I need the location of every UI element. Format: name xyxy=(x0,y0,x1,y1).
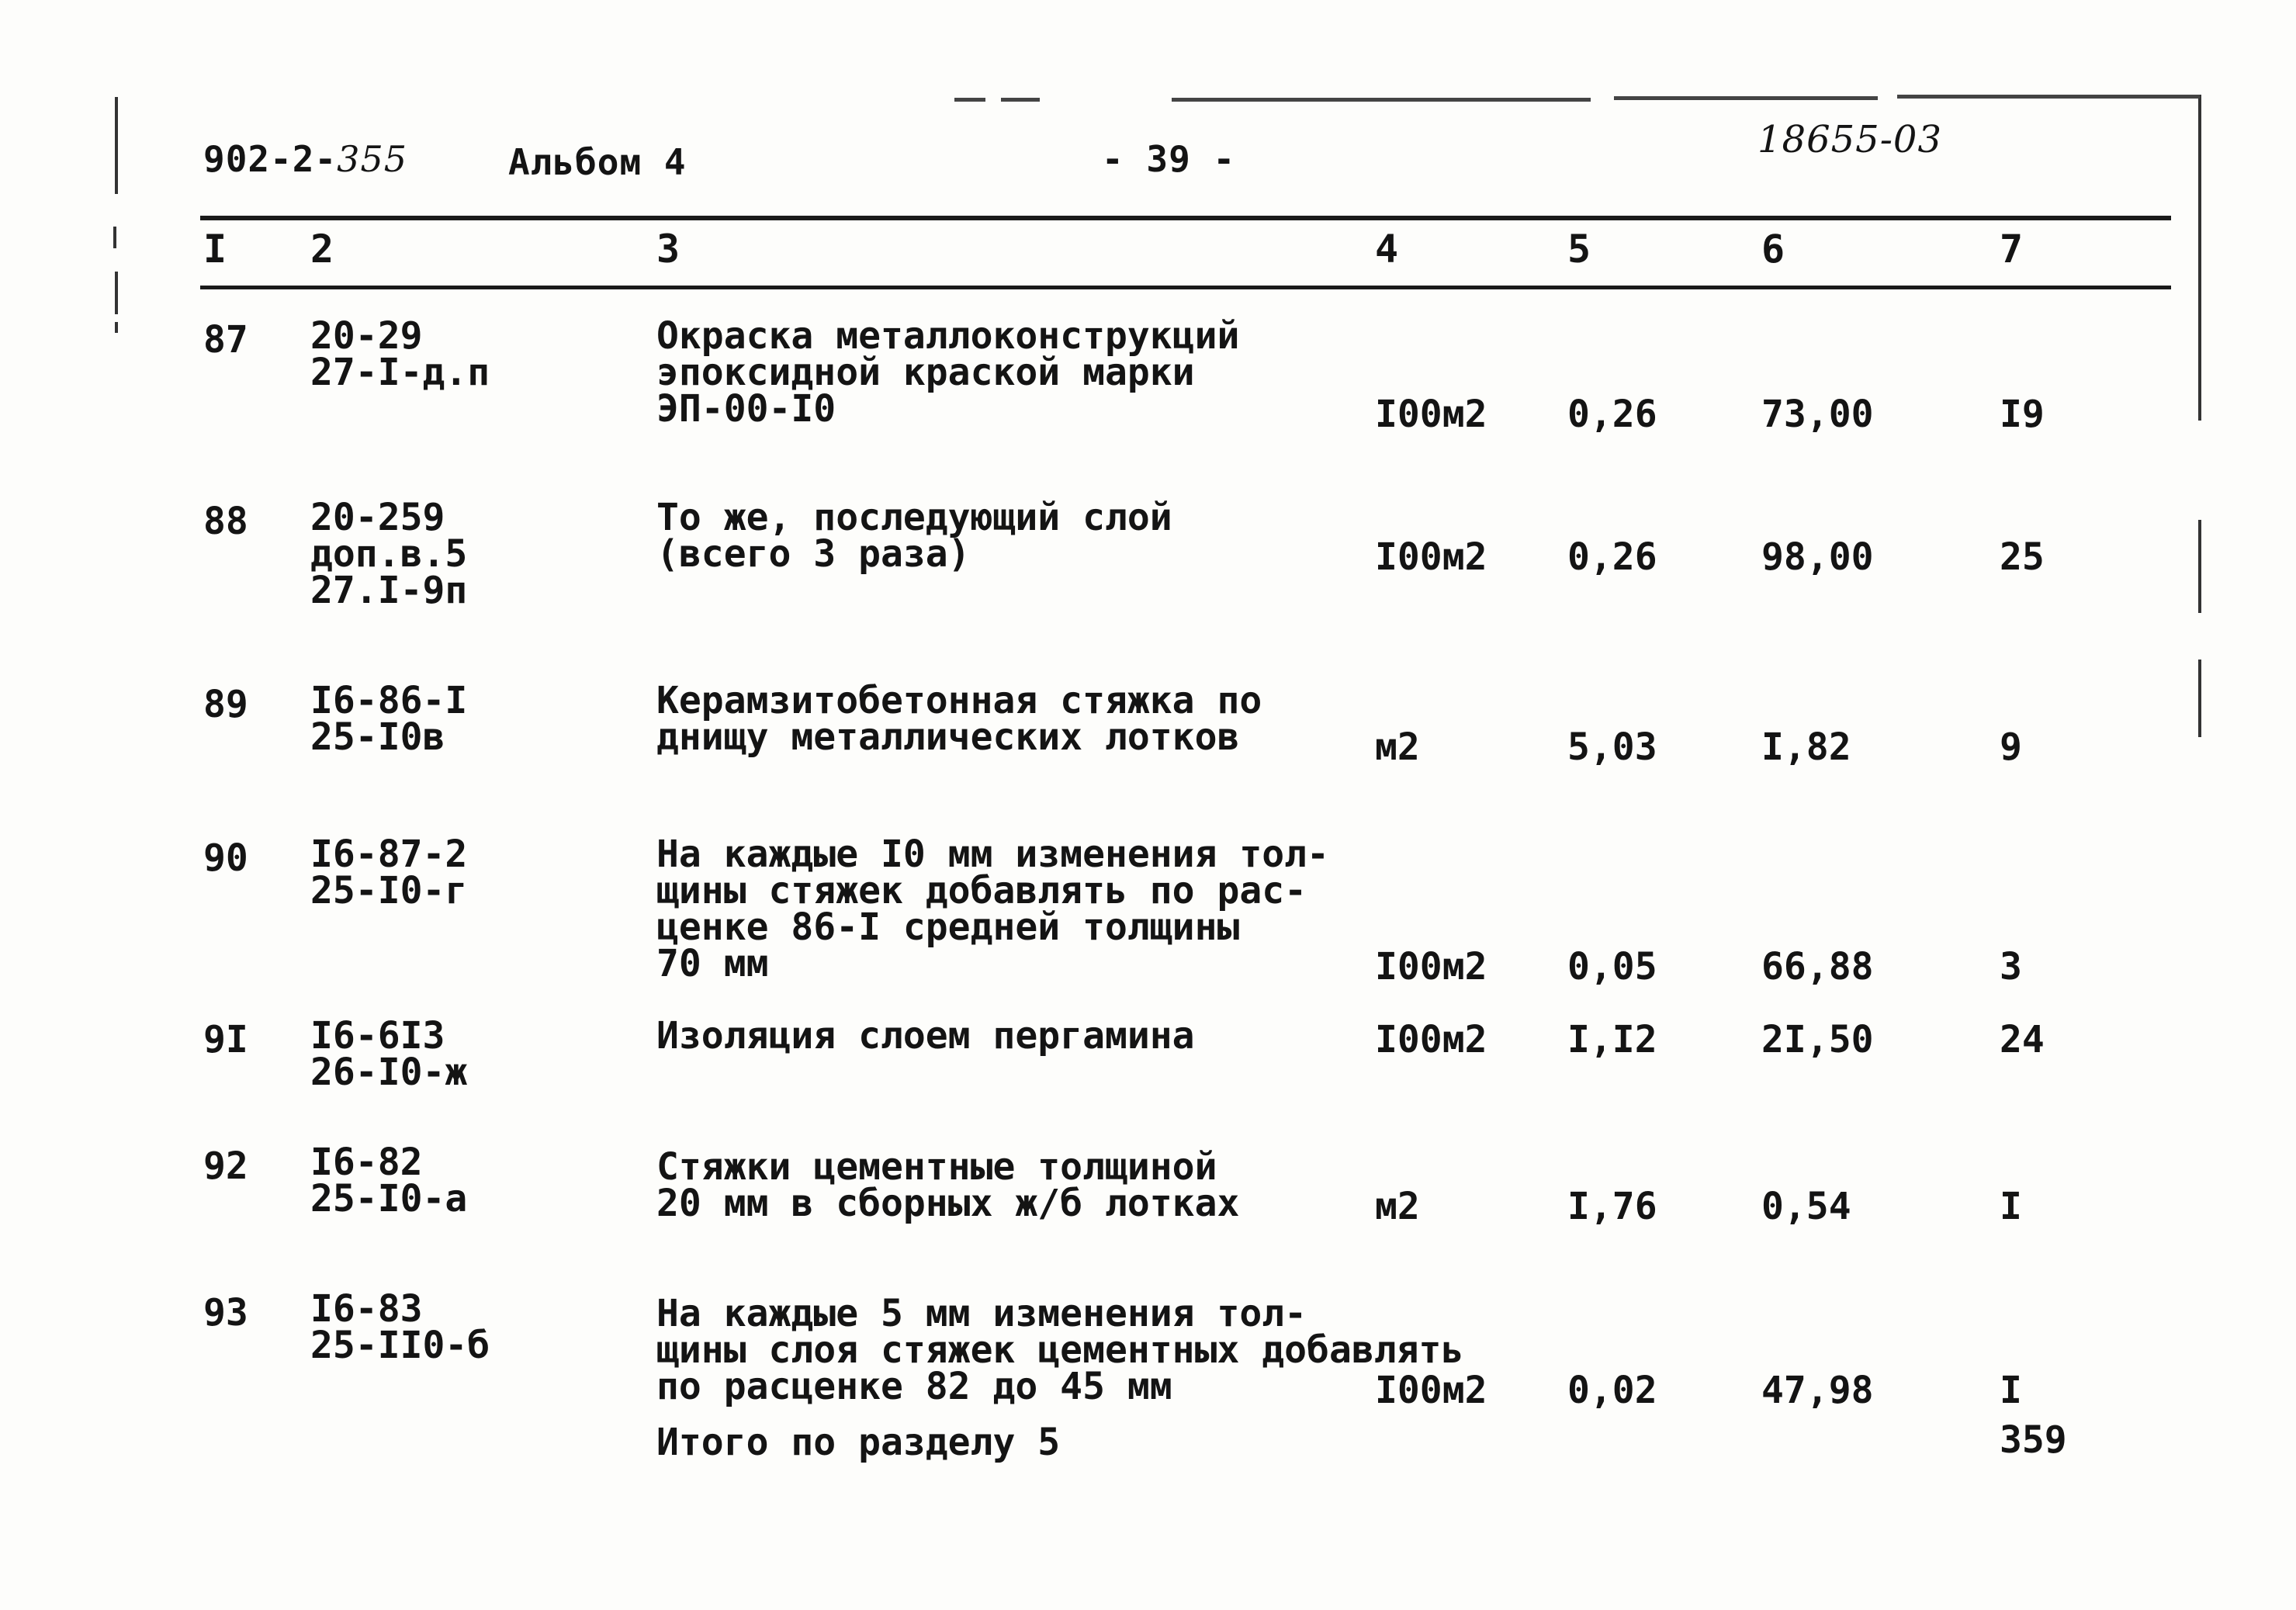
row-number: 88 xyxy=(203,500,248,543)
row-number: 87 xyxy=(203,318,248,362)
row-description-line: Керамзитобетонная стяжка по xyxy=(656,679,1262,722)
row-total: I xyxy=(2000,1185,2022,1228)
row-code-line: 20-29 xyxy=(310,314,423,358)
column-number-4: 4 xyxy=(1375,227,1399,272)
document-code xyxy=(203,138,407,180)
frame-right-edge xyxy=(2198,520,2201,613)
row-quantity: 5,03 xyxy=(1567,725,1657,769)
row-quantity: 0,26 xyxy=(1567,535,1657,579)
row-code-line: I6-82 xyxy=(310,1141,423,1184)
row-description-line: эпоксидной краской марки xyxy=(656,351,1195,394)
row-code-line: 25-I0в xyxy=(310,715,445,759)
row-code-line: 25-II0-б xyxy=(310,1324,490,1367)
row-code-line: I6-6I3 xyxy=(310,1014,445,1058)
row-quantity: 0,26 xyxy=(1567,393,1657,436)
column-number-3: 3 xyxy=(656,227,680,272)
row-code-line: 27.I-9п xyxy=(310,569,468,612)
row-description-line: ЭП-00-I0 xyxy=(656,387,836,431)
row-code-line: I6-87-2 xyxy=(310,833,468,876)
column-number-5: 5 xyxy=(1567,227,1591,272)
section-total-value: 359 xyxy=(2000,1418,2067,1462)
row-description-line: щины стяжек добавлять по рас- xyxy=(656,869,1307,912)
frame-top-dash xyxy=(1897,95,2200,99)
column-number-6: 6 xyxy=(1761,227,1785,272)
row-price: 47,98 xyxy=(1761,1369,1874,1412)
row-code-line: 25-I0-г xyxy=(310,869,468,912)
row-code-line: доп.в.5 xyxy=(310,532,468,576)
header-rule-top xyxy=(200,216,2171,220)
header-rule-bottom xyxy=(200,286,2171,289)
album-label: Альбом 4 xyxy=(508,141,687,183)
row-description-line: 70 мм xyxy=(656,942,769,985)
row-description-line: (всего 3 раза) xyxy=(656,532,971,576)
page-number: - 39 - xyxy=(1102,138,1236,180)
row-quantity: 0,02 xyxy=(1567,1369,1657,1412)
row-description-line: То же, последующий слой xyxy=(656,496,1172,539)
row-description-line: ценке 86-I средней толщины xyxy=(656,905,1240,949)
frame-top-dash xyxy=(954,98,985,102)
row-description-line: по расценке 82 до 45 мм xyxy=(656,1365,1172,1408)
row-code-line: I6-86-I xyxy=(310,679,468,722)
row-unit: I00м2 xyxy=(1375,393,1487,436)
frame-right-edge xyxy=(2198,660,2201,737)
row-code-line: I6-83 xyxy=(310,1287,423,1331)
row-price: 0,54 xyxy=(1761,1185,1851,1228)
column-number-1: I xyxy=(203,227,227,272)
frame-right-edge xyxy=(2198,95,2201,421)
row-price: 73,00 xyxy=(1761,393,1874,436)
row-total: 9 xyxy=(2000,725,2022,769)
margin-mark xyxy=(115,97,118,194)
row-price: 2I,50 xyxy=(1761,1018,1874,1061)
row-number: 9I xyxy=(203,1018,248,1061)
section-total-label: Итого по разделу 5 xyxy=(656,1421,1061,1464)
row-description-line: На каждые I0 мм изменения тол- xyxy=(656,833,1329,876)
row-total: I xyxy=(2000,1369,2022,1412)
row-description-line: Изоляция слоем пергамина xyxy=(656,1014,1195,1058)
frame-top-dash xyxy=(1172,98,1591,102)
row-description-line: Стяжки цементные толщиной xyxy=(656,1145,1217,1189)
frame-top-dash xyxy=(1001,98,1040,102)
margin-mark xyxy=(115,322,118,333)
row-price: I,82 xyxy=(1761,725,1851,769)
row-code-line: 26-I0-ж xyxy=(310,1051,468,1094)
row-number: 92 xyxy=(203,1144,248,1188)
frame-top-dash xyxy=(1614,96,1878,100)
row-number: 93 xyxy=(203,1291,248,1335)
row-description-line: Окраска металлоконструкций xyxy=(656,314,1240,358)
row-unit: м2 xyxy=(1375,1185,1420,1228)
row-code-line: 25-I0-а xyxy=(310,1177,468,1220)
row-price: 66,88 xyxy=(1761,945,1874,989)
row-quantity: I,76 xyxy=(1567,1185,1657,1228)
row-description-line: На каждые 5 мм изменения тол- xyxy=(656,1292,1307,1335)
row-number: 90 xyxy=(203,836,248,880)
row-code-line: 27-I-д.п xyxy=(310,351,490,394)
row-quantity: 0,05 xyxy=(1567,945,1657,989)
row-total: I9 xyxy=(2000,393,2045,436)
row-total: 25 xyxy=(2000,535,2045,579)
row-unit: I00м2 xyxy=(1375,1369,1487,1412)
row-description-line: щины слоя стяжек цементных добавлять xyxy=(656,1328,1464,1372)
row-total: 3 xyxy=(2000,945,2022,989)
row-total: 24 xyxy=(2000,1018,2045,1061)
row-unit: I00м2 xyxy=(1375,945,1487,989)
document-code-handwritten: 355 xyxy=(337,138,407,180)
document-number: 18655-03 xyxy=(1757,118,1942,161)
row-description-line: днищу металлических лотков xyxy=(656,715,1240,759)
margin-mark xyxy=(115,272,118,314)
document-code-printed: 902-2- xyxy=(203,138,338,180)
column-number-2: 2 xyxy=(310,227,334,272)
margin-mark xyxy=(113,227,116,248)
row-code-line: 20-259 xyxy=(310,496,445,539)
row-unit: м2 xyxy=(1375,725,1420,769)
row-unit: I00м2 xyxy=(1375,1018,1487,1061)
row-unit: I00м2 xyxy=(1375,535,1487,579)
column-number-7: 7 xyxy=(2000,227,2024,272)
row-description-line: 20 мм в сборных ж/б лотках xyxy=(656,1182,1240,1225)
row-price: 98,00 xyxy=(1761,535,1874,579)
row-quantity: I,I2 xyxy=(1567,1018,1657,1061)
row-number: 89 xyxy=(203,683,248,726)
